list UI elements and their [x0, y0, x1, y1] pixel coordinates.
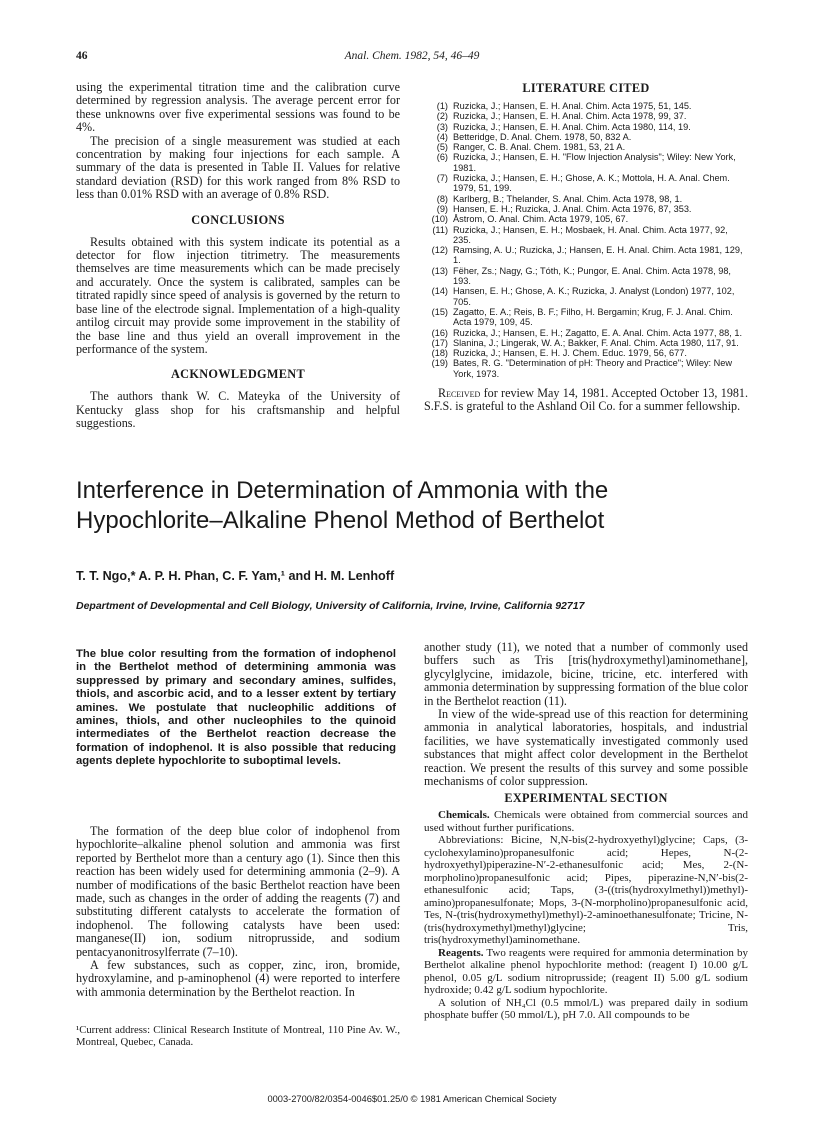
reference-text: Ruzicka, J.; Hansen, E. H. J. Chem. Educ. 1979, 56, 677. — [453, 348, 687, 359]
reference-item — [424, 266, 748, 287]
reference-text: Ruzicka, J.; Hansen, E. H.; Ghose, A. K.; Mottola, H. A. Anal. Chem. 1979, 51, 199. — [453, 173, 730, 194]
paragraph: using the experimental titration time and the calibration curve determined by regression analysis. The average percent error for these unknowns over five experimental sessions was found to be 4%. — [76, 80, 400, 135]
reference-item — [424, 142, 748, 152]
reference-text: Ranger, C. B. Anal. Chem. 1981, 53, 21 A. — [453, 142, 626, 153]
reference-item — [424, 132, 748, 142]
reference-number: (13) — [431, 265, 448, 276]
reference-item — [424, 214, 748, 224]
reference-text: Ruzicka, J.; Hansen, E. H. Anal. Chim. Acta 1980, 114, 19. — [453, 121, 691, 132]
reference-number: (2) — [436, 111, 448, 122]
acknowledgment-heading: ACKNOWLEDGMENT — [170, 367, 305, 382]
reference-number: (15) — [431, 306, 448, 317]
reference-number: (8) — [436, 193, 448, 204]
reference-text: Hansen, E. H.; Ruzicka, J. Anal. Chim. Acta 1976, 87, 353. — [453, 203, 692, 214]
reference-item — [424, 225, 748, 246]
reference-text: Zagatto, E. A.; Reis, B. F.; Filho, H. Bergamin; Krug, F. J. Anal. Chim. Acta 1979, 109, 45. — [453, 306, 733, 328]
authors: T. T. Ngo,* A. P. H. Phan, C. F. Yam,¹ and H. M. Lenhoff — [76, 569, 395, 583]
received-label: Received — [438, 386, 481, 401]
running-head: Anal. Chem. 1982, 54, 46–49 — [344, 50, 480, 62]
abstract: The blue color resulting from the formation of indophenol in the Berthelot method of determining ammonia was suppressed by primary and secondary amines, sulfides, thiols, and ascorbic acid, and to a lesser extent by tertiary amines. We postulate that nucleophilic additions of amines, thiols, and other nucleophiles to the quinoid intermediates of the Berthelot reaction decrease the formation of indophenol. It is also possible that reducing agents deplete hypochlorite to suboptimal levels. — [76, 648, 396, 768]
chemicals-paragraph — [424, 809, 748, 834]
reference-number: (3) — [436, 121, 448, 132]
reference-number: (5) — [436, 142, 448, 153]
affiliation: Department of Developmental and Cell Biology, University of California, Irvine, Irvine, California 92717 — [76, 600, 585, 612]
reference-number: (18) — [431, 348, 448, 359]
reference-item — [424, 204, 748, 214]
reference-text: Ruzicka, J.; Hansen, E. H.; Mosbaek, H. Anal. Chim. Acta 1977, 92, 235. — [453, 224, 728, 245]
received-note — [424, 387, 748, 414]
reference-text: Ramsing, A. U.; Ruzicka, J.; Hansen, E. H. Anal. Chim. Acta 1981, 129, 1. — [453, 245, 743, 266]
reference-text: Fëher, Zs.; Nagy, G.; Tóth, K.; Pungor, E. Anal. Chim. Acta 1978, 98, 193. — [453, 265, 731, 287]
reference-text: Åstrom, O. Anal. Chim. Acta 1979, 105, 67. — [453, 214, 629, 225]
reference-number: (17) — [431, 337, 448, 348]
reference-text: Hansen, E. H.; Ghose, A. K.; Ruzicka, J. Analyst (London) 1977, 102, 705. — [453, 286, 735, 307]
paragraph: Results obtained with this system indicate its potential as a detector for flow injection titrimetry. The measurements themselves are time measurements which can be made precisely and accurately. Once the system is calibrated, samples can be titrated rapidly since speed of analysis is governed by the return to base line of the electrode signal. Implementation of a high-quality antilog circuit may provide some improvement in the stability of the base line and thus yield an overall improvement in the performance of the system. — [76, 234, 400, 356]
received-text: for review May 14, 1981. Accepted October 13, 1981. S.F.S. is grateful to the Ashland Oil Co. for a summer fellowship. — [424, 386, 748, 414]
reference-number: (1) — [436, 101, 448, 111]
article-right-column — [424, 641, 748, 1022]
reference-number: (6) — [436, 152, 448, 163]
reference-text: Ruzicka, J.; Hansen, E. H.; Zagatto, E. A. Anal. Chim. Acta 1977, 88, 1. — [453, 327, 743, 338]
reference-number: (14) — [431, 286, 448, 297]
reference-number: (10) — [431, 214, 448, 225]
reference-item — [424, 286, 748, 307]
reference-text: Bates, R. G. "Determination of pH: Theory and Practice"; Wiley: New York, 1973. — [453, 358, 733, 379]
reference-text: Ruzicka, J.; Hansen, E. H. "Flow Injection Analysis"; Wiley: New York, 1981. — [453, 152, 736, 173]
reference-item — [424, 348, 748, 358]
abbreviations-paragraph: Abbreviations: Bicine, N,N-bis(2-hydroxyethyl)glycine; Caps, (3-cyclohexylamino)propanesulfonic acid; Hepes, N-(2-hydroxyethyl)piperazine-N′-2-ethanesulfonic acid; Mes, 2-(N-morpholino)propanesulfonic acid; Pipes, piperazine-N,N′-bis(2-ethanesulfonic acid; Taps, (3-((tris(hydroxylmethyl))methyl)-amino)propanesulfonate; Mops, 3-(N-morpholino)propanesulfonic acid, Tes, N-(tris(hydroxymethyl)methyl)-2-aminoethanesulfonate; Tricine, N-(tris(hydroxymethyl)methyl)glycine; Tris, tris(hydroxymethyl)aminomethane. — [424, 834, 748, 947]
paragraph: The formation of the deep blue color of indophenol from hypochlorite–alkaline phenol solution and ammonia was first reported by Berthelot more than a century ago (1). Since then this reaction has been widely used for determining ammonia (2–9). A number of modifications of the basic Berthelot reaction have been made, such as changes in the order of adding the reagents (7) and substituting different catalysts to accelerate the formation of indophenol. The following catalysts have been used: manganese(II) ion, sodium nitroprusside, and sodium pentacyanonitrosylferrate (7–10). — [76, 824, 400, 959]
reference-item — [424, 194, 748, 204]
paragraph: In view of the wide-spread use of this reaction for determining ammonia in analytical laboratories, hospitals, and industrial facilities, we have systematically investigated commonly used substances that might affect color development in the Berthelot reaction. We present the results of this survey and some possible mechanisms of color suppression. — [424, 707, 748, 789]
experimental-section-heading: EXPERIMENTAL SECTION — [504, 791, 668, 806]
reference-item — [424, 307, 748, 328]
reference-item — [424, 101, 748, 111]
reference-item — [424, 338, 748, 348]
footnote: ¹Current address: Clinical Research Institute of Montreal, 110 Pine Av. W., Montreal, Quebec, Canada. — [76, 1024, 400, 1049]
reference-list — [424, 101, 748, 379]
reagents-paragraph — [424, 947, 748, 997]
paragraph: The authors thank W. C. Mateyka of the University of Kentucky glass shop for his craftsmanship and helpful suggestions. — [76, 389, 400, 431]
paragraph: another study (11), we noted that a number of commonly used buffers such as Tris [tris(hydroxymethyl)aminomethane], glycylglycine, imidazole, bicine, tricine, etc. interfered with ammonia determination by suppressing formation of the blue color in the Berthelot reaction (11). — [424, 640, 748, 708]
reference-item — [424, 358, 748, 379]
reference-item — [424, 152, 748, 173]
reagents-label: Reagents. — [438, 946, 484, 959]
reference-item — [424, 245, 748, 266]
page-number: 46 — [76, 50, 88, 62]
reference-number: (19) — [431, 358, 448, 369]
reference-number: (12) — [431, 245, 448, 256]
paragraph: A solution of NH₄Cl (0.5 mmol/L) was prepared daily in sodium phosphate buffer (50 mmol/L), pH 7.0. All compounds to be — [424, 996, 748, 1022]
paragraph: The precision of a single measurement was studied at each concentration by making four injections for each sample. A summary of the data is presented in Table II. Values for relative standard deviation (RSD) for this work ranged from 8% RSD to less than 0.01% RSD with an average of 0.8% RSD. — [76, 133, 400, 202]
reference-number: (9) — [436, 203, 448, 214]
previous-article-right-column — [424, 81, 748, 414]
reference-text: Betteridge, D. Anal. Chem. 1978, 50, 832 A. — [453, 131, 632, 142]
reagents-text: Two reagents were required for ammonia determination by Berthelot alkaline phenol hypochlorite method: (reagent I) 10.00 g/L phenol, 0.05 g/L sodium nitroprusside; (reagent II) 5.00 g/L sodium hydroxide; 0.42 g/L sodium hypochlorite. — [424, 946, 748, 997]
chemicals-label: Chemicals. — [438, 809, 490, 822]
reference-text: Slanina, J.; Lingerak, W. A.; Bakker, F. Anal. Chim. Acta 1980, 117, 91. — [453, 337, 739, 348]
reference-number: (11) — [432, 224, 448, 235]
reference-text: Ruzicka, J.; Hansen, E. H. Anal. Chim. Acta 1978, 99, 37. — [453, 111, 687, 122]
reference-number: (16) — [431, 327, 448, 338]
literature-cited-heading: LITERATURE CITED — [522, 81, 650, 95]
reference-text: Ruzicka, J.; Hansen, E. H. Anal. Chim. Acta 1975, 51, 145. — [453, 101, 692, 111]
reference-item — [424, 173, 748, 194]
conclusions-heading: CONCLUSIONS — [191, 212, 285, 227]
reference-item — [424, 328, 748, 338]
reference-number: (4) — [436, 131, 448, 142]
article-left-column — [76, 825, 400, 999]
reference-number: (7) — [436, 173, 448, 184]
chemicals-text: Chemicals were obtained from commercial sources and used without further purifications. — [424, 809, 748, 834]
reference-text: Karlberg, B.; Thelander, S. Anal. Chim. Acta 1978, 98, 1. — [453, 193, 683, 204]
page-footer: 0003-2700/82/0354-0046$01.25/0 © 1981 American Chemical Society — [267, 1094, 557, 1104]
reference-item — [424, 111, 748, 121]
reference-item — [424, 122, 748, 132]
article-title: Interference in Determination of Ammonia with the Hypochlorite–Alkaline Phenol Method of Berthelot — [76, 477, 609, 534]
paragraph: A few substances, such as copper, zinc, iron, bromide, hydroxylamine, and p-aminophenol (4) were reported to interfere with ammonia determination by the Berthelot reaction. In — [76, 958, 400, 999]
previous-article-left-column — [76, 81, 400, 431]
